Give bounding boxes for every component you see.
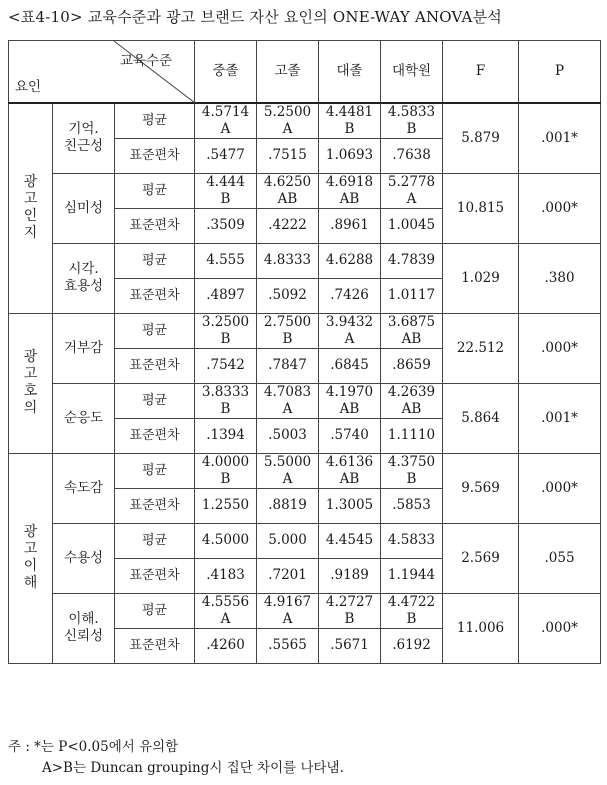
mean-value: 2.7500 — [263, 313, 312, 330]
f-value-cell: 1.029 — [443, 243, 519, 313]
col-header-f: F — [443, 41, 519, 103]
duncan-group: A — [406, 190, 417, 207]
sd-cell: .8961 — [319, 208, 381, 243]
duncan-group: AB — [339, 190, 360, 207]
sd-cell: .7515 — [257, 138, 319, 173]
duncan-group: A — [344, 330, 355, 347]
sd-cell: .5477 — [195, 138, 257, 173]
mean-value: 4.3750 — [387, 453, 436, 470]
mean-cell — [381, 383, 443, 418]
mean-value: 4.5556 — [201, 593, 250, 610]
mean-value: 5.2778 — [387, 173, 436, 190]
factor-name-line: 수용성 — [63, 549, 104, 566]
factor-name-line: 신뢰성 — [63, 628, 104, 644]
duncan-group: B — [344, 120, 355, 137]
mean-cell — [195, 383, 257, 418]
group-label-char: 광 — [23, 349, 38, 365]
col-header-p: P — [519, 41, 601, 103]
group-label-char: 고 — [23, 366, 38, 382]
header-row — [9, 41, 601, 103]
duncan-group: B — [406, 470, 417, 487]
sd-cell: .8659 — [381, 348, 443, 383]
duncan-group: AB — [339, 470, 360, 487]
sd-cell: .5671 — [319, 628, 381, 663]
mean-value: 4.8333 — [263, 252, 312, 268]
mean-cell — [195, 173, 257, 208]
sd-cell: .5740 — [319, 418, 381, 453]
table-caption: <표4-10> 교육수준과 광고 브랜드 자산 요인의 ONE-WAY ANOVA분석 — [8, 8, 502, 26]
mean-cell — [381, 243, 443, 278]
p-value-cell: .000* — [519, 593, 601, 663]
stat-label-mean: 평균 — [115, 593, 195, 628]
duncan-group: B — [220, 400, 231, 417]
duncan-group: A — [220, 120, 231, 137]
sd-cell: .4183 — [195, 558, 257, 593]
mean-row — [9, 383, 601, 418]
factor-name-cell — [53, 453, 115, 523]
mean-row — [9, 173, 601, 208]
group-label-cell — [9, 453, 53, 663]
stat-label-sd: 표준편차 — [115, 418, 195, 453]
duncan-group: B — [406, 120, 417, 137]
mean-cell — [381, 523, 443, 558]
group-label-char: 고 — [23, 541, 38, 557]
factor-name-line: 심미성 — [63, 199, 104, 216]
stat-label-sd: 표준편차 — [115, 138, 195, 173]
mean-value: 3.2500 — [201, 313, 250, 330]
mean-value: 4.0000 — [201, 453, 250, 470]
group-label-char: 광 — [23, 174, 38, 190]
group-label-char: 의 — [23, 400, 38, 416]
factor-name-cell — [53, 173, 115, 243]
mean-cell — [381, 103, 443, 139]
factor-name-cell — [53, 103, 115, 174]
sd-cell: .7201 — [257, 558, 319, 593]
factor-name-line: 순응도 — [63, 409, 104, 426]
duncan-group: B — [344, 610, 355, 627]
mean-value: 4.444 — [206, 173, 245, 190]
duncan-group: AB — [339, 400, 360, 417]
mean-value: 3.9432 — [325, 313, 374, 330]
p-value-cell: .000* — [519, 173, 601, 243]
sd-cell: 1.3005 — [319, 488, 381, 523]
sd-cell: .5092 — [257, 278, 319, 313]
factor-name-line: 속도감 — [63, 479, 104, 496]
sd-cell: .4222 — [257, 208, 319, 243]
sd-cell: 1.2550 — [195, 488, 257, 523]
mean-cell — [195, 593, 257, 628]
factor-name-line: 거부감 — [63, 339, 104, 356]
stat-label-mean: 평균 — [115, 383, 195, 418]
mean-cell — [381, 173, 443, 208]
mean-value: 4.4481 — [325, 103, 374, 120]
mean-value: 4.6288 — [325, 252, 374, 268]
duncan-group: A — [282, 400, 293, 417]
col-header-high-school: 고졸 — [257, 41, 319, 103]
mean-cell — [319, 173, 381, 208]
mean-cell — [257, 103, 319, 139]
f-value-cell: 2.569 — [443, 523, 519, 593]
duncan-group: B — [220, 330, 231, 347]
stat-label-sd: 표준편차 — [115, 208, 195, 243]
mean-cell — [319, 313, 381, 348]
header-education-label: 교육수준 — [119, 53, 173, 69]
sd-cell: 1.1944 — [381, 558, 443, 593]
mean-value: 4.7839 — [387, 252, 436, 268]
sd-cell: .4260 — [195, 628, 257, 663]
header-factor-label: 요인 — [15, 78, 42, 95]
group-label-cell — [9, 103, 53, 314]
mean-cell — [195, 103, 257, 139]
mean-cell — [381, 453, 443, 488]
p-value-cell: .001* — [519, 383, 601, 453]
mean-row — [9, 103, 601, 139]
factor-name-cell — [53, 523, 115, 593]
sd-cell: .5853 — [381, 488, 443, 523]
duncan-group: AB — [401, 330, 422, 347]
duncan-group: A — [282, 120, 293, 137]
group-label-char: 고 — [23, 191, 38, 207]
duncan-group: B — [282, 330, 293, 347]
duncan-group: A — [220, 610, 231, 627]
mean-value: 4.2639 — [387, 383, 436, 400]
stat-label-mean: 평균 — [115, 453, 195, 488]
mean-row — [9, 453, 601, 488]
mean-cell — [257, 523, 319, 558]
col-header-college: 대졸 — [319, 41, 381, 103]
sd-cell: .3509 — [195, 208, 257, 243]
mean-row — [9, 593, 601, 628]
mean-value: 4.4545 — [325, 532, 374, 548]
table-body — [9, 103, 601, 664]
duncan-group: B — [406, 610, 417, 627]
mean-cell — [319, 103, 381, 139]
stat-label-sd: 표준편차 — [115, 278, 195, 313]
sd-cell: .8819 — [257, 488, 319, 523]
p-value-cell: .000* — [519, 453, 601, 523]
note-duncan: A>B는 Duncan grouping시 집단 차이를 나타냄. — [42, 760, 344, 776]
mean-cell — [257, 243, 319, 278]
mean-cell — [257, 593, 319, 628]
group-label-char: 이 — [23, 558, 38, 574]
sd-cell: .5565 — [257, 628, 319, 663]
sd-cell: 1.0117 — [381, 278, 443, 313]
f-value-cell: 11.006 — [443, 593, 519, 663]
mean-cell — [195, 313, 257, 348]
stat-label-mean: 평균 — [115, 103, 195, 139]
p-value-cell: .000* — [519, 313, 601, 383]
mean-value: 4.5000 — [201, 532, 250, 548]
mean-row — [9, 313, 601, 348]
factor-name-cell — [53, 313, 115, 383]
stat-label-sd: 표준편차 — [115, 488, 195, 523]
factor-name-line: 효용성 — [63, 278, 104, 294]
mean-cell — [257, 383, 319, 418]
f-value-cell: 5.879 — [443, 103, 519, 174]
mean-value: 4.5714 — [201, 103, 250, 120]
factor-name-line: 시각. — [68, 261, 99, 277]
sd-cell: 1.0693 — [319, 138, 381, 173]
mean-value: 4.5833 — [387, 532, 436, 548]
stat-label-mean: 평균 — [115, 313, 195, 348]
mean-cell — [195, 523, 257, 558]
col-header-middle-school: 중졸 — [195, 41, 257, 103]
duncan-group: B — [220, 190, 231, 207]
f-value-cell: 5.864 — [443, 383, 519, 453]
col-header-graduate: 대학원 — [381, 41, 443, 103]
mean-row — [9, 243, 601, 278]
mean-cell — [319, 383, 381, 418]
mean-value: 4.6136 — [325, 453, 374, 470]
stat-label-sd: 표준편차 — [115, 558, 195, 593]
mean-value: 4.5833 — [387, 103, 436, 120]
mean-cell — [257, 173, 319, 208]
mean-cell — [381, 593, 443, 628]
stat-label-mean: 평균 — [115, 243, 195, 278]
p-value-cell: .001* — [519, 103, 601, 174]
mean-cell — [319, 593, 381, 628]
mean-value: 4.6250 — [263, 173, 312, 190]
duncan-group: A — [282, 470, 293, 487]
sd-cell: .4897 — [195, 278, 257, 313]
mean-cell — [381, 313, 443, 348]
sd-cell: 1.0045 — [381, 208, 443, 243]
group-label-char: 지 — [23, 225, 38, 241]
mean-cell — [195, 453, 257, 488]
f-value-cell: 10.815 — [443, 173, 519, 243]
note-significance: 주 : *는 P<0.05에서 유의함 — [8, 739, 179, 755]
sd-cell: 1.1110 — [381, 418, 443, 453]
duncan-group: AB — [401, 400, 422, 417]
factor-name-cell — [53, 593, 115, 663]
mean-value: 4.555 — [206, 252, 245, 268]
stat-label-sd: 표준편차 — [115, 628, 195, 663]
mean-value: 3.6875 — [387, 313, 436, 330]
anova-table — [8, 40, 601, 664]
duncan-group: A — [282, 610, 293, 627]
p-value-cell: .380 — [519, 243, 601, 313]
group-label-cell — [9, 313, 53, 453]
sd-cell: .7542 — [195, 348, 257, 383]
mean-value: 5.2500 — [263, 103, 312, 120]
group-label-char: 호 — [23, 383, 38, 399]
sd-cell: .7847 — [257, 348, 319, 383]
p-value-cell: .055 — [519, 523, 601, 593]
sd-cell: .7638 — [381, 138, 443, 173]
mean-value: 3.8333 — [201, 383, 250, 400]
group-label-char: 광 — [23, 524, 38, 540]
factor-name-line: 친근성 — [63, 138, 104, 154]
mean-cell — [195, 243, 257, 278]
sd-cell: .9189 — [319, 558, 381, 593]
duncan-group: B — [220, 470, 231, 487]
mean-cell — [319, 523, 381, 558]
sd-cell: .5003 — [257, 418, 319, 453]
sd-cell: .1394 — [195, 418, 257, 453]
factor-name-line: 이해. — [68, 611, 99, 627]
header-corner-cell — [9, 41, 195, 103]
factor-name-line: 기억. — [68, 121, 99, 137]
mean-value: 4.9167 — [263, 593, 312, 610]
f-value-cell: 22.512 — [443, 313, 519, 383]
sd-cell: .6192 — [381, 628, 443, 663]
f-value-cell: 9.569 — [443, 453, 519, 523]
stat-label-mean: 평균 — [115, 173, 195, 208]
factor-name-cell — [53, 383, 115, 453]
factor-name-cell — [53, 243, 115, 313]
mean-value: 5.5000 — [263, 453, 312, 470]
group-label-char: 인 — [23, 208, 38, 224]
mean-value: 4.6918 — [325, 173, 374, 190]
sd-cell: .6845 — [319, 348, 381, 383]
table-notes — [8, 737, 344, 779]
mean-value: 4.2727 — [325, 593, 374, 610]
mean-cell — [257, 453, 319, 488]
mean-value: 4.1970 — [325, 383, 374, 400]
stat-label-sd: 표준편차 — [115, 348, 195, 383]
mean-cell — [257, 313, 319, 348]
stat-label-mean: 평균 — [115, 523, 195, 558]
mean-cell — [319, 453, 381, 488]
mean-cell — [319, 243, 381, 278]
mean-value: 4.4722 — [387, 593, 436, 610]
mean-row — [9, 523, 601, 558]
mean-value: 4.7083 — [263, 383, 312, 400]
group-label-char: 해 — [23, 575, 38, 591]
mean-value: 5.000 — [268, 532, 307, 548]
sd-cell: .7426 — [319, 278, 381, 313]
duncan-group: AB — [277, 190, 298, 207]
